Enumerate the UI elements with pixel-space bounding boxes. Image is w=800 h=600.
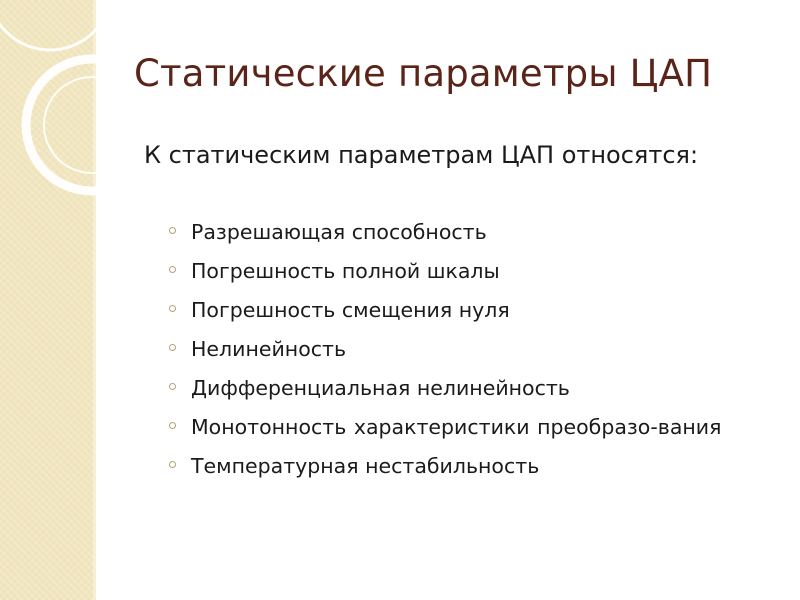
- side-decor-band: [0, 0, 93, 600]
- circle-bullet-icon: [169, 344, 176, 351]
- circle-bullet-icon: [169, 266, 176, 273]
- list-item-text: Разрешающая способность: [191, 220, 487, 244]
- list-item-text: Дифференциальная нелинейность: [191, 376, 570, 400]
- list-item-text: Монотонность характеристики преобразо-вания: [191, 415, 722, 439]
- list-item: [168, 374, 774, 402]
- list-item-text: Нелинейность: [191, 337, 347, 361]
- circle-bullet-icon: [169, 422, 176, 429]
- circle-bullet-icon: [169, 461, 176, 468]
- circle-bullet-icon: [169, 227, 176, 234]
- list-item: [168, 218, 774, 246]
- list-item-text: Погрешность смещения нуля: [191, 298, 510, 322]
- circle-bullet-icon: [169, 383, 176, 390]
- list-item-text: Погрешность полной шкалы: [191, 259, 500, 283]
- circle-bullet-icon: [169, 305, 176, 312]
- list-item: [168, 413, 774, 441]
- parameter-list: [168, 218, 774, 491]
- side-band-edge: [93, 0, 96, 600]
- list-item-text: Температурная нестабильность: [191, 454, 540, 478]
- list-item: [168, 296, 774, 324]
- intro-text: К статическим параметрам ЦАП относятся:: [144, 141, 699, 169]
- list-item: [168, 452, 774, 480]
- list-item: [168, 257, 774, 285]
- list-item: [168, 335, 774, 363]
- slide-title: Статические параметры ЦАП: [134, 52, 713, 95]
